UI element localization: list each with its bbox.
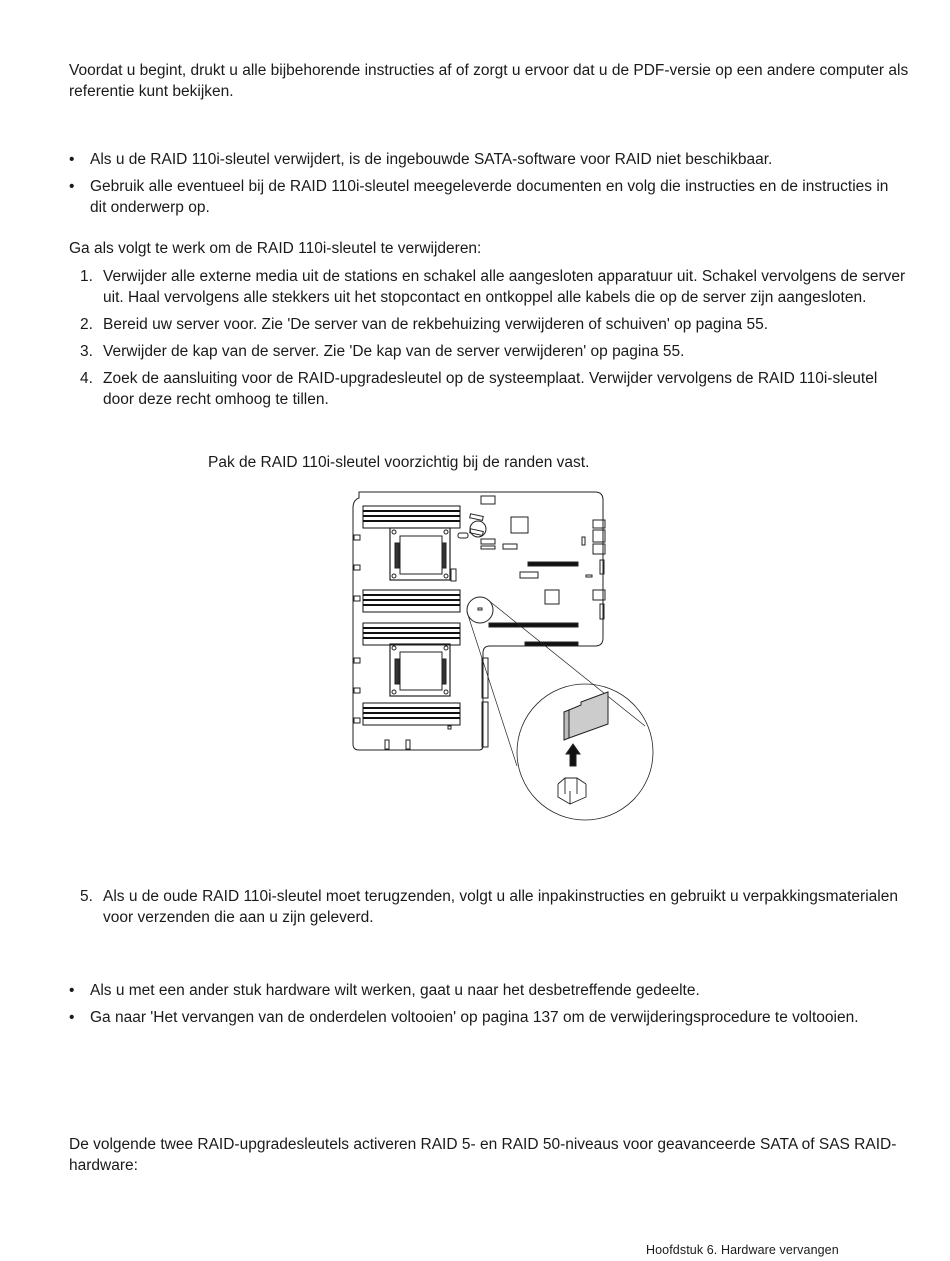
step-number: 3.	[80, 343, 93, 360]
after-list	[69, 980, 909, 1034]
procedure-step-5	[69, 886, 909, 934]
after-item: • Ga naar 'Het vervangen van de onderdelen voltooien' op pagina 137 om de verwijderingsprocedure te voltooien.	[69, 1009, 859, 1026]
procedure-steps	[69, 266, 909, 416]
raid-key-icon	[564, 692, 608, 740]
step-number: 5.	[80, 888, 93, 905]
system-board-illustration	[345, 488, 660, 828]
step-number: 4.	[80, 370, 93, 387]
note-item: • Gebruik alle eventueel bij de RAID 110i-sleutel meegeleverde documenten en volg die instructies en de instructies in dit onderwerp op.	[69, 178, 889, 216]
intro-paragraph: Voordat u begint, drukt u alle bijbehorende instructies af of zorgt u ervoor dat u de PDF-versie op een andere computer als referentie kunt bekijken.	[69, 62, 909, 100]
step-item: 4. Zoek de aansluiting voor de RAID-upgradesleutel op de systeemplaat. Verwijder vervolgens de RAID 110i-sleutel door deze recht omhoog te tillen.	[80, 370, 878, 408]
bullet-icon: •	[69, 982, 75, 999]
page-footer-chapter: Hoofdstuk 6. Hardware vervangen	[646, 1243, 839, 1257]
bullet-icon: •	[69, 178, 75, 195]
step-number: 1.	[80, 268, 93, 285]
next-section-paragraph: De volgende twee RAID-upgradesleutels activeren RAID 5- en RAID 50-niveaus voor geavanceerde SATA of SAS RAID-hardware:	[69, 1136, 897, 1174]
step-item: 3. Verwijder de kap van de server. Zie 'De kap van de server verwijderen' op pagina 55.	[80, 343, 685, 360]
notes-list	[69, 149, 909, 224]
step-item: 1. Verwijder alle externe media uit de stations en schakel alle aangesloten apparatuur uit. Schakel vervolgens de server uit. Haal vervolgens alle stekkers uit het stopcontact en ontkoppel alle kabels die op de server zijn aangesloten.	[80, 268, 906, 306]
cpu-socket-icon	[390, 528, 450, 580]
connector-icon	[558, 778, 586, 804]
bullet-icon: •	[69, 151, 75, 168]
procedure-lead: Ga als volgt te werk om de RAID 110i-sleutel te verwijderen:	[69, 240, 482, 257]
cpu-socket-icon	[390, 644, 450, 696]
step-item: 5. Als u de oude RAID 110i-sleutel moet terugzenden, volgt u alle inpakinstructies en gebruikt u verpakkingsmaterialen voor verzenden die aan u zijn geleverd.	[80, 888, 898, 926]
caution-note: Pak de RAID 110i-sleutel voorzichtig bij de randen vast.	[208, 454, 590, 471]
step-number: 2.	[80, 316, 93, 333]
step-item: 2. Bereid uw server voor. Zie 'De server van de rekbehuizing verwijderen of schuiven' op pagina 55.	[80, 316, 769, 333]
note-item: • Als u de RAID 110i-sleutel verwijdert, is de ingebouwde SATA-software voor RAID niet beschikbaar.	[69, 151, 773, 168]
bullet-icon: •	[69, 1009, 75, 1026]
up-arrow-icon	[566, 744, 580, 766]
after-item: • Als u met een ander stuk hardware wilt werken, gaat u naar het desbetreffende gedeelte.	[69, 982, 700, 999]
